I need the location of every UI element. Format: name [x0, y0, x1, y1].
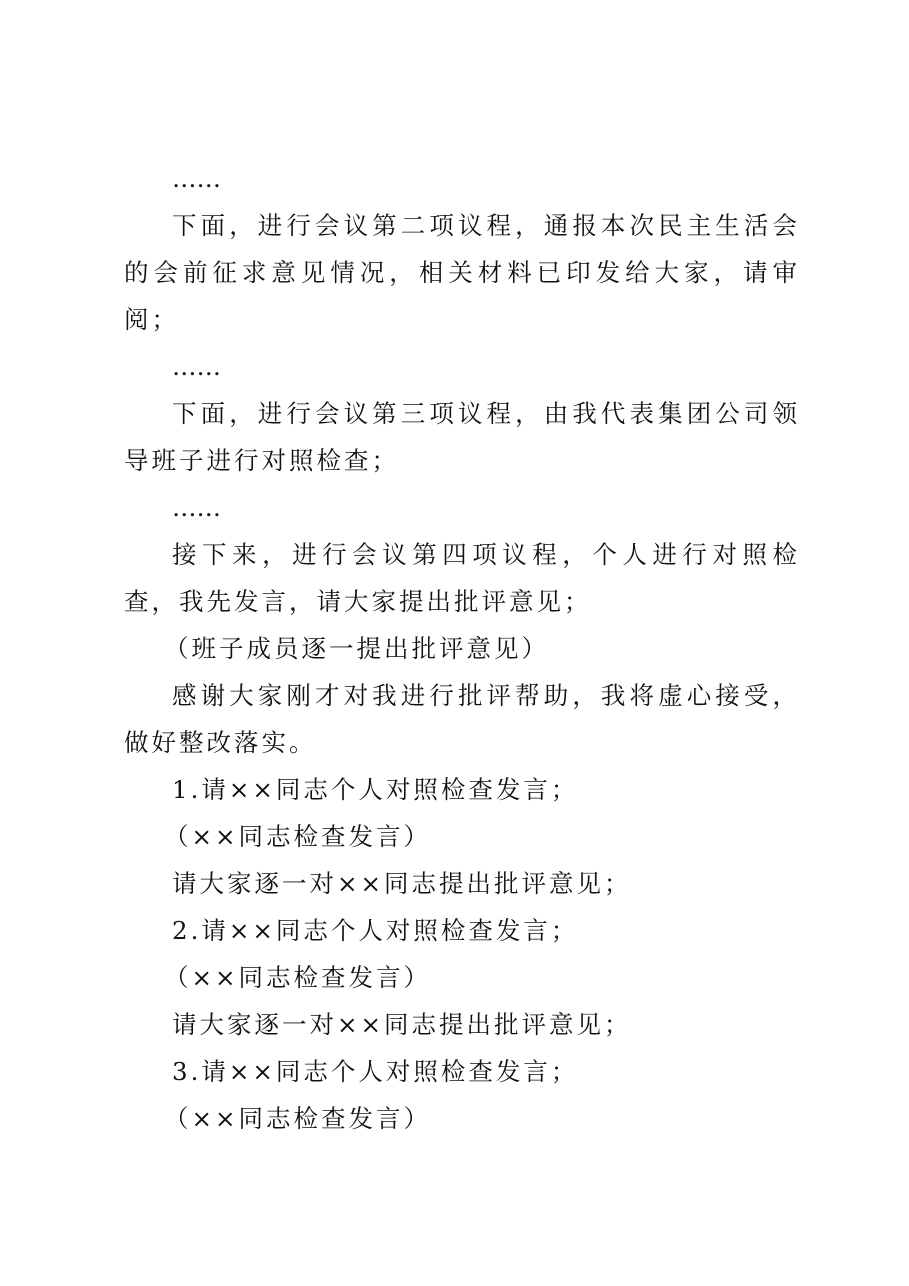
note-speech-1: （××同志检查发言） — [164, 822, 432, 851]
note-team-criticism: （班子成员逐一提出批评意见） — [164, 634, 549, 663]
ellipsis-line: …… — [172, 352, 221, 381]
note-speech-2: （××同志检查发言） — [164, 963, 432, 992]
speaker-item-1: 1.请××同志个人对照检查发言； — [172, 775, 579, 804]
speaker-item-3: 3.请××同志个人对照检查发言； — [172, 1057, 579, 1086]
paragraph-agenda-item-4: 接下来，进行会议第四项议程，个人进行对照检查，我先发言，请大家提出批评意见； — [124, 540, 800, 616]
speaker-item-2: 2.请××同志个人对照检查发言； — [172, 916, 579, 945]
note-speech-3: （××同志检查发言） — [164, 1104, 432, 1133]
paragraph-agenda-item-3: 下面，进行会议第三项议程，由我代表集团公司领导班子进行对照检查； — [124, 399, 800, 475]
ellipsis-line: …… — [172, 164, 221, 193]
paragraph-thanks: 感谢大家刚才对我进行批评帮助，我将虚心接受，做好整改落实。 — [124, 681, 800, 757]
criticism-request-1: 请大家逐一对××同志提出批评意见； — [172, 869, 632, 898]
ellipsis-line: …… — [172, 493, 221, 522]
document-body — [124, 155, 800, 1142]
paragraph-agenda-item-2: 下面，进行会议第二项议程，通报本次民主生活会的会前征求意见情况，相关材料已印发给大家，请审阅； — [124, 211, 800, 334]
criticism-request-2: 请大家逐一对××同志提出批评意见； — [172, 1010, 632, 1039]
